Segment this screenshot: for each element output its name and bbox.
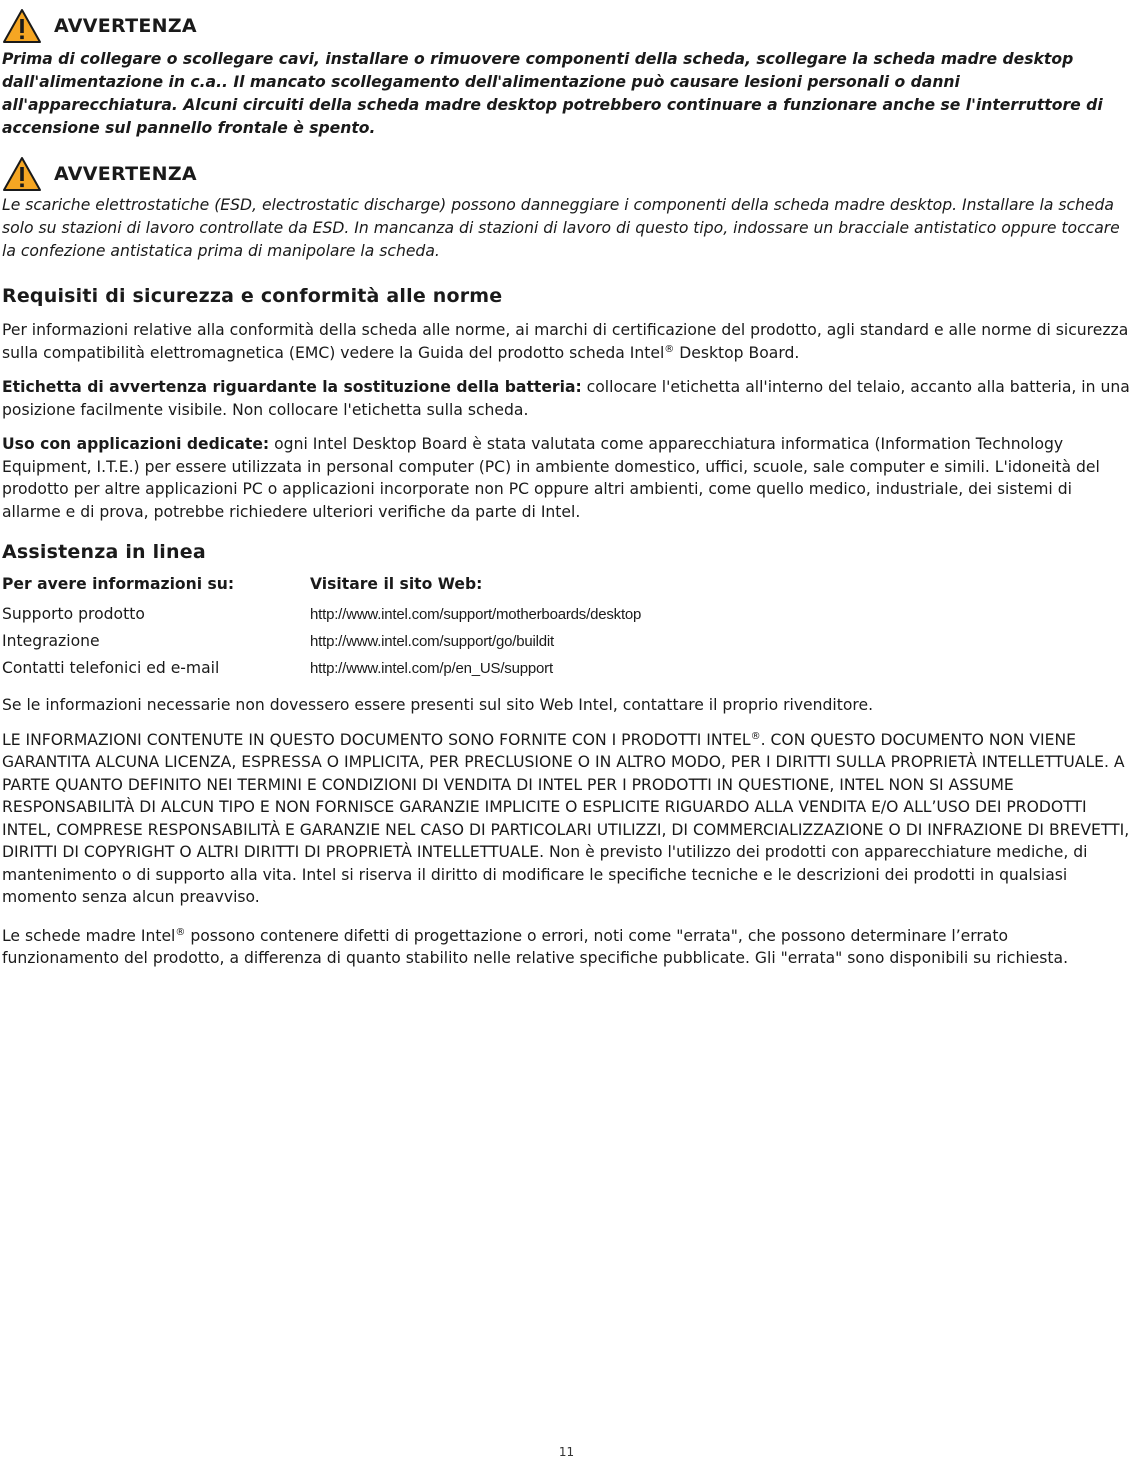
battery-label: Etichetta di avvertenza riguardante la sostituzione della batteria: [2,378,582,396]
support-link[interactable]: http://www.intel.com/p/en_US/support [310,660,553,677]
topic-cell: Contatti telefonici ed e-mail [2,659,220,677]
errata-paragraph [2,925,1130,970]
topic-cell: Integrazione [2,632,100,650]
section-heading-support: Assistenza in linea [2,541,206,563]
warning-text: Le scariche elettrostatiche (ESD, electrostatic discharge) possono danneggiare i componenti della scheda madre desktop. Installare la scheda solo su stazioni di lavoro controllate da ESD. In mancanza di stazioni di lavoro di questo tipo, indossare un bracciale antistatico oppure toccare la confezione antistatica prima di manipolare la scheda. [2,196,1120,260]
topic-cell: Supporto prodotto [2,605,145,623]
warning-header [2,154,1130,194]
table-row [2,632,762,659]
warning-title: AVVERTENZA [54,15,197,37]
table-row [2,605,762,632]
disclaimer-paragraph [2,729,1130,909]
battery-text: collocare l'etichetta all'interno del telaio, accanto alla batteria, in una posizione facilmente visibile. Non collocare l'etichetta sulla scheda. [2,378,1130,419]
page-number: 11 [558,1445,575,1459]
warning-header [2,6,1130,46]
support-note: Se le informazioni necessarie non dovessero essere presenti sul sito Web Intel, contattare il proprio rivenditore. [2,696,874,714]
dedicated-use-label: Uso con applicazioni dedicate: [2,435,270,453]
registered-mark: ® [175,926,186,938]
warning-triangle-icon [2,8,42,44]
column-header-site: Visitare il sito Web: [310,575,483,593]
column-header-topic: Per avere informazioni su: [2,575,235,593]
registered-mark: ® [664,343,675,355]
safety-text: Per informazioni relative alla conformità della scheda alle norme, ai marchi di certificazione del prodotto, agli standard e alle norme di sicurezza sulla compatibilità elettromagnetica (EMC) vedere la Guida del prodotto scheda Intel [2,321,1129,362]
warning-triangle-icon [2,156,42,192]
support-table [2,575,762,686]
support-link[interactable]: http://www.intel.com/support/motherboards/desktop [310,606,642,623]
warning-title: AVVERTENZA [54,163,197,185]
document-page [2,0,1130,982]
errata-text: possono contenere difetti di progettazione o errori, noti come "errata", che possono determinare l’errato funzionamento del prodotto, a differenza di quanto stabilito nelle relative specifiche pubblicate. Gli "errata" sono disponibili su richiesta. [2,926,1069,967]
table-row [2,659,762,686]
support-link[interactable]: http://www.intel.com/support/go/buildit [310,633,554,650]
dedicated-use-text: ogni Intel Desktop Board è stata valutata come apparecchiatura informatica (Information Technology Equipment, I.T.E.) per essere utilizzata in personal computer (PC) in ambiente domestico, uffici, scuole, sale computer e simili. L'idoneità del prodotto per altre applicazioni PC o applicazioni incorporate non PC oppure altri ambienti, come quello medico, industriale, dei sistemi di allarme e di prova, potrebbe richiedere ulteriori verifiche da parte di Intel. [2,435,1100,521]
table-header-row [2,575,762,605]
section-heading-safety: Requisiti di sicurezza e conformità alle norme [2,285,503,307]
battery-paragraph [2,376,1130,421]
errata-text: Le schede madre Intel [2,926,176,945]
safety-paragraph [2,319,1130,364]
disclaimer-text: LE INFORMAZIONI CONTENUTE IN QUESTO DOCUMENTO SONO FORNITE CON I PRODOTTI INTEL [2,730,751,749]
disclaimer-text: . CON QUESTO DOCUMENTO NON VIENE GARANTITA ALCUNA LICENZA, ESPRESSA O IMPLICITA, PER PRECLUSIONE O IN ALTRO MODO, PER I DIRITTI SULLA PROPRIETÀ INTELLETTUALE. A PARTE QUANTO DEFINITO NEI TERMINI E CONDIZIONI DI VENDITA DI INTEL PER I PRODOTTI IN QUESTIONE, INTEL NON SI ASSUME RESPONSABILITÀ DI ALCUN TIPO E NON FORNISCE GARANZIE IMPLICITE O ESPLICITE RIGUARDO ALLA VENDITA E/O ALL’USO DEI PRODOTTI INTEL, COMPRESE RESPONSABILITÀ E GARANZIE NEL CASO DI PARTICOLARI UTILIZZI, DI COMMERCIALIZZAZIONE O DI INFRAZIONE DI BREVETTI, DIRITTI DI COPYRIGHT O ALTRI DIRITTI DI PROPRIETÀ INTELLETTUALE. Non è previsto l'utilizzo dei prodotti con apparecchiature mediche, di mantenimento o di supporto alla vita. Intel si riserva il diritto di modificare le specifiche tecniche e le descrizioni dei prodotti in qualsiasi momento senza alcun preavviso. [2,730,1130,906]
warning-text: Prima di collegare o scollegare cavi, installare o rimuovere componenti della scheda, scollegare la scheda madre desktop dall'alimentazione in c.a.. Il mancato scollegamento dell'alimentazione può causare lesioni personali o danni all'apparecchiatura. Alcuni circuiti della scheda madre desktop potrebbero continuare a funzionare anche se l'interruttore di accensione sul pannello frontale è spento. [2,50,1103,137]
registered-mark: ® [750,730,761,742]
safety-text: Desktop Board. [674,343,800,362]
dedicated-use-paragraph [2,433,1130,523]
